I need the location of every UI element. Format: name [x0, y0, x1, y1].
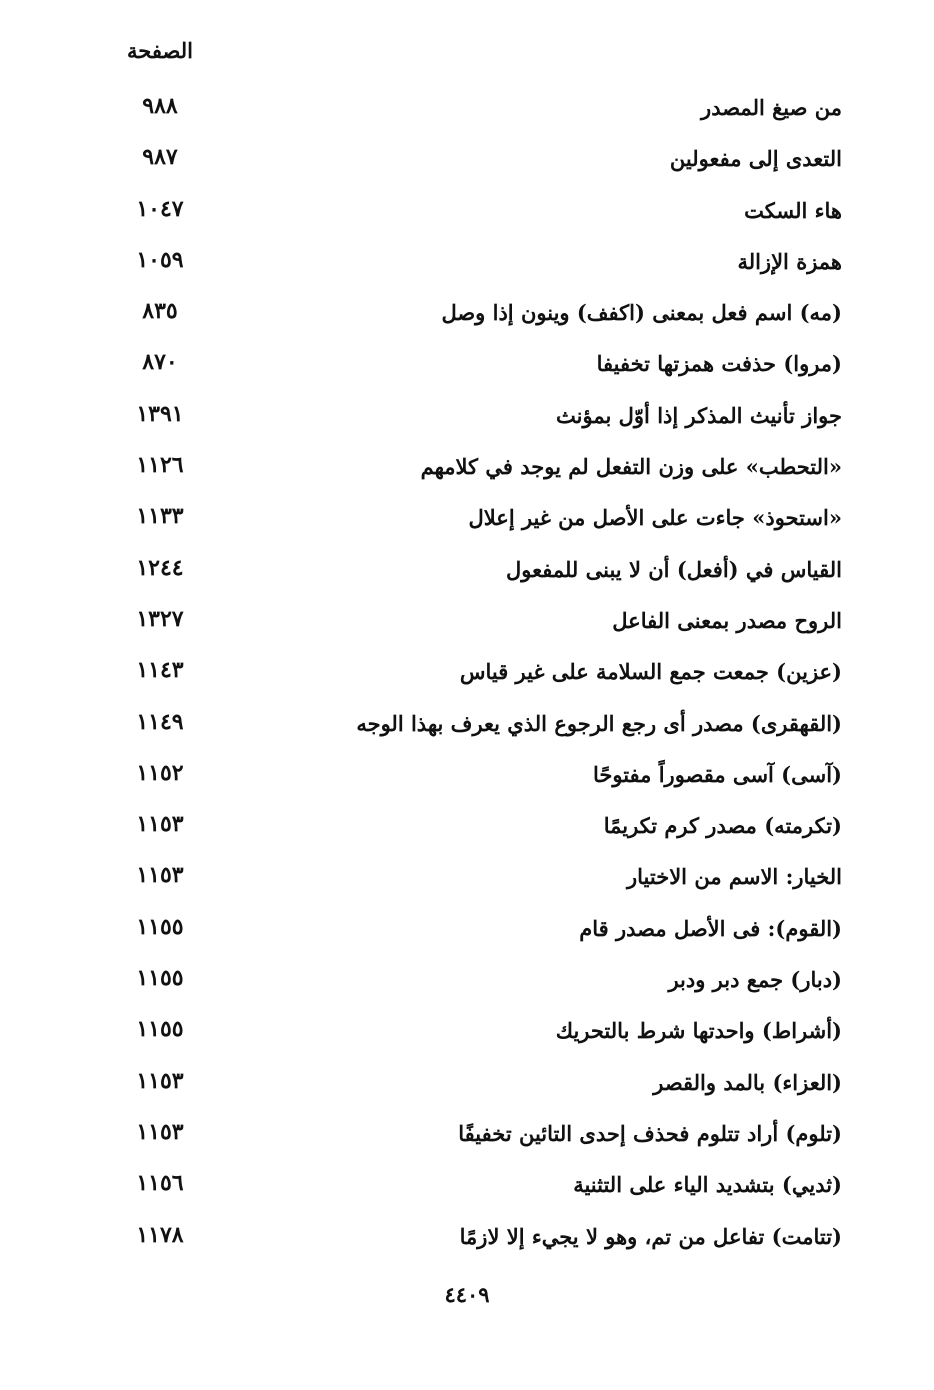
- footer-page-number: ٤٤٠٩: [444, 1282, 490, 1307]
- index-entry-text: (دبار) جمع دبر ودبر: [668, 967, 842, 993]
- index-row: [0, 854, 934, 905]
- index-entry-page: ١٣٩١: [136, 400, 184, 427]
- index-row: [0, 598, 934, 649]
- index-entry-text: (مه) اسم فعل بمعنى (اكفف) وينون إذا وصل: [441, 300, 842, 326]
- index-entry-text: «التحطب» على وزن التفعل لم يوجد في كلامهم: [420, 454, 842, 480]
- index-row: [0, 1214, 934, 1265]
- index-entry-text: الروح مصدر بمعنى الفاعل: [612, 607, 842, 633]
- index-row: [0, 341, 934, 392]
- index-row: [0, 701, 934, 752]
- index-entry-page: ١٠٤٧: [136, 195, 184, 222]
- index-entry-page: ٨٧٠: [142, 349, 178, 376]
- index-entry-page: ١١٥٦: [136, 1170, 184, 1197]
- index-entry-page: ١٠٥٩: [136, 246, 184, 273]
- index-row: [0, 444, 934, 495]
- index-entry-page: ٩٨٧: [142, 144, 178, 171]
- index-entry-text: «استحوذ» جاءت على الأصل من غير إعلال: [468, 505, 842, 531]
- index-row: [0, 1111, 934, 1162]
- index-entry-page: ٩٨٨: [142, 93, 178, 119]
- index-entry-text: (مروا) حذفت همزتها تخفيفا: [596, 351, 842, 377]
- index-row: [0, 957, 934, 1008]
- index-entry-text: التعدى إلى مفعولين: [669, 146, 842, 172]
- index-entry-page: ١١٥٣: [136, 811, 184, 838]
- page-column-header: الصفحة: [127, 38, 193, 63]
- index-row: [0, 1060, 934, 1111]
- index-entry-page: ١١٥٣: [136, 862, 184, 889]
- index-entry-text: همزة الإزالة: [737, 248, 842, 274]
- index-row: [0, 906, 934, 957]
- index-entry-text: من صيغ المصدر: [701, 95, 842, 120]
- index-entry-page: ١٣٢٧: [136, 605, 184, 632]
- index-entry-text: (العزاء) بالمد والقصر: [653, 1069, 842, 1095]
- index-entry-page: ١١٥٢: [136, 759, 184, 786]
- index-entry-text: جواز تأنيث المذكر إذا أوّل بمؤنث: [556, 402, 842, 428]
- index-row: [0, 495, 934, 546]
- index-entry-page: ١١٥٥: [136, 913, 184, 940]
- index-entry-page: ١١٥٥: [136, 965, 184, 992]
- index-entry-text: (القهقرى) مصدر أى رجع الرجوع الذي يعرف بهذا الوجه: [356, 710, 842, 736]
- index-row: [0, 1162, 934, 1213]
- index-row: [0, 1008, 934, 1059]
- index-entry-text: القياس في (أفعل) أن لا يبنى للمفعول: [505, 556, 842, 582]
- index-entry-page: ١١٢٦: [136, 452, 184, 479]
- index-entry-page: ١١٧٨: [136, 1221, 184, 1248]
- index-entry-page: ١١٥٣: [136, 1118, 184, 1145]
- index-entry-text: هاء السكت: [744, 197, 842, 223]
- index-entry-page: ١١٤٩: [136, 708, 184, 735]
- index-entry-text: (أشراط) واحدتها شرط بالتحريك: [555, 1018, 842, 1044]
- index-row: [0, 85, 934, 136]
- index-entry-page: ١١٥٣: [136, 1067, 184, 1094]
- index-row: [0, 752, 934, 803]
- index-row: [0, 803, 934, 854]
- index-row: [0, 136, 934, 187]
- index-entry-page: ١١٣٣: [136, 503, 184, 530]
- index-entry-text: الخيار: الاسم من الاختيار: [627, 864, 842, 890]
- index-entry-text: (تكرمته) مصدر كرم تكريمًا: [603, 813, 842, 839]
- index-entry-page: ١١٥٥: [136, 1016, 184, 1043]
- index-entry-text: (تلوم) أراد تتلوم فحذف إحدى التائين تخفيفًا: [458, 1120, 842, 1146]
- index-entry-page: ٨٣٥: [142, 298, 178, 325]
- index-entry-text: (القوم): فى الأصل مصدر قام: [579, 915, 842, 941]
- index-entry-page: ١١٤٣: [136, 657, 184, 684]
- index-row: [0, 290, 934, 341]
- index-list: [0, 85, 934, 1265]
- index-entry-page: ١٢٤٤: [136, 554, 184, 581]
- index-entry-text: (تتامت) تفاعل من تم، وهو لا يجيء إلا لازمًا: [459, 1223, 842, 1249]
- index-row: [0, 239, 934, 290]
- index-row: [0, 188, 934, 239]
- index-entry-text: (آسى) آسى مقصوراً مفتوحًا: [592, 761, 842, 787]
- index-entry-text: (عزين) جمعت جمع السلامة على غير قياس: [459, 659, 842, 685]
- index-row: [0, 649, 934, 700]
- index-entry-text: (ثديي) بتشديد الياء على التثنية: [573, 1172, 842, 1198]
- index-row: [0, 547, 934, 598]
- index-row: [0, 393, 934, 444]
